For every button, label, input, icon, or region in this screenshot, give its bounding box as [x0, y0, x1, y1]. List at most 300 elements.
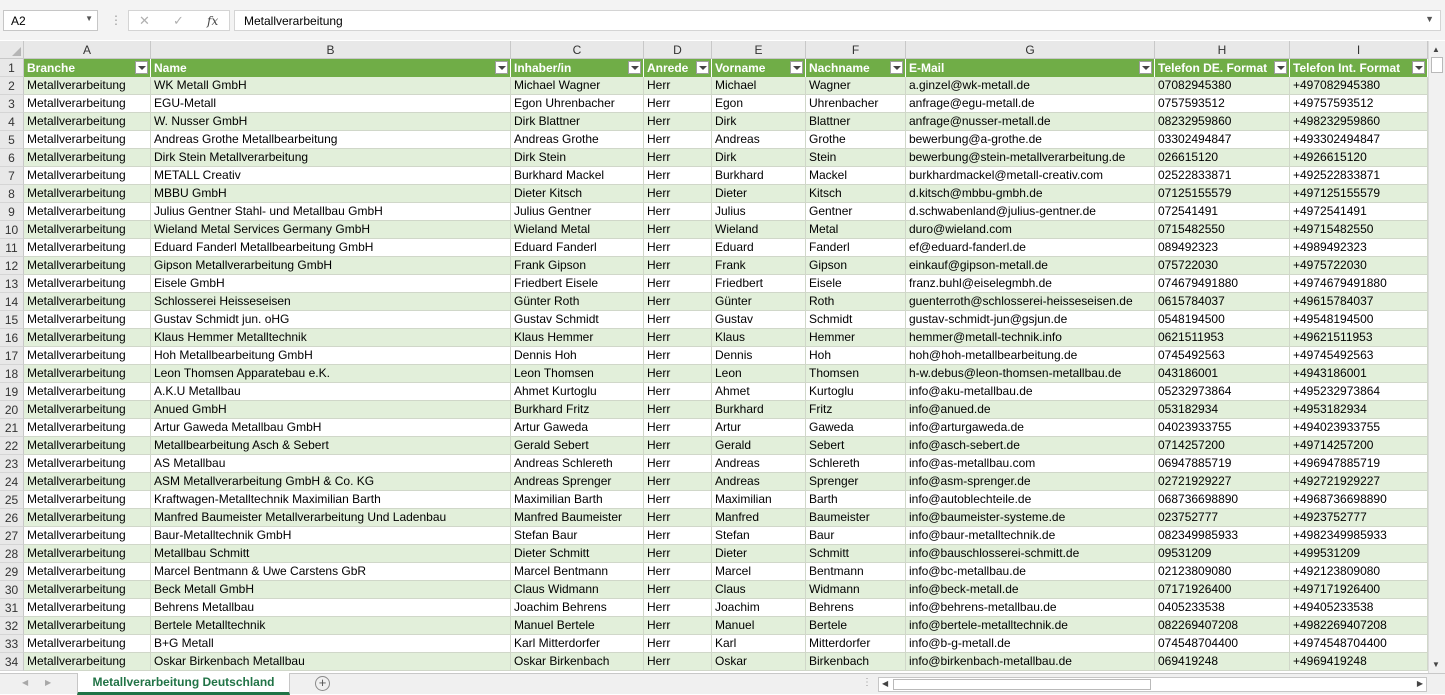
table-cell[interactable]: 07171926400: [1155, 581, 1290, 599]
table-cell[interactable]: +495232973864: [1290, 383, 1428, 401]
table-cell[interactable]: Herr: [644, 77, 712, 95]
table-cell[interactable]: Klaus Hemmer Metalltechnik: [151, 329, 511, 347]
table-cell[interactable]: 074679491880: [1155, 275, 1290, 293]
table-cell[interactable]: Marcel Bentmann: [511, 563, 644, 581]
table-cell[interactable]: info@as-metallbau.com: [906, 455, 1155, 473]
table-cell[interactable]: Metallverarbeitung: [24, 95, 151, 113]
table-cell[interactable]: +49757593512: [1290, 95, 1428, 113]
more-dots-icon[interactable]: ⋮: [862, 677, 873, 688]
table-cell[interactable]: +492721929227: [1290, 473, 1428, 491]
table-cell[interactable]: +493302494847: [1290, 131, 1428, 149]
table-cell[interactable]: Eduard: [712, 239, 806, 257]
table-cell[interactable]: Oskar: [712, 653, 806, 671]
table-cell[interactable]: Metallverarbeitung: [24, 131, 151, 149]
table-header-cell[interactable]: [24, 59, 151, 77]
table-cell[interactable]: Günter: [712, 293, 806, 311]
drag-handle-icon[interactable]: ⋮: [110, 13, 122, 27]
table-cell[interactable]: Dieter Schmitt: [511, 545, 644, 563]
table-cell[interactable]: +4989492323: [1290, 239, 1428, 257]
table-cell[interactable]: Manfred Baumeister: [511, 509, 644, 527]
table-cell[interactable]: EGU-Metall: [151, 95, 511, 113]
table-cell[interactable]: +4975722030: [1290, 257, 1428, 275]
arrow-left-icon[interactable]: ◀: [882, 679, 889, 688]
table-cell[interactable]: +49405233538: [1290, 599, 1428, 617]
table-cell[interactable]: Eisele GmbH: [151, 275, 511, 293]
column-header-i[interactable]: I: [1290, 41, 1428, 59]
table-cell[interactable]: Metallverarbeitung: [24, 437, 151, 455]
table-cell[interactable]: Andreas: [712, 455, 806, 473]
table-cell[interactable]: Ahmet: [712, 383, 806, 401]
table-cell[interactable]: 05232973864: [1155, 383, 1290, 401]
row-number[interactable]: 30: [0, 581, 24, 599]
row-number[interactable]: 4: [0, 113, 24, 131]
filter-dropdown-icon[interactable]: [696, 61, 709, 74]
table-cell[interactable]: Gustav: [712, 311, 806, 329]
table-cell[interactable]: Herr: [644, 275, 712, 293]
table-cell[interactable]: Herr: [644, 581, 712, 599]
table-cell[interactable]: Artur Gaweda: [511, 419, 644, 437]
table-header-cell[interactable]: [712, 59, 806, 77]
table-cell[interactable]: Barth: [806, 491, 906, 509]
table-cell[interactable]: Herr: [644, 491, 712, 509]
table-cell[interactable]: 07125155579: [1155, 185, 1290, 203]
row-number[interactable]: 13: [0, 275, 24, 293]
table-cell[interactable]: 02721929227: [1155, 473, 1290, 491]
row-number[interactable]: 12: [0, 257, 24, 275]
row-number[interactable]: 31: [0, 599, 24, 617]
table-cell[interactable]: W. Nusser GmbH: [151, 113, 511, 131]
table-cell[interactable]: franz.buhl@eiselegmbh.de: [906, 275, 1155, 293]
table-cell[interactable]: Gentner: [806, 203, 906, 221]
table-cell[interactable]: info@beck-metall.de: [906, 581, 1155, 599]
table-cell[interactable]: Kitsch: [806, 185, 906, 203]
table-cell[interactable]: Gerald Sebert: [511, 437, 644, 455]
table-cell[interactable]: Metallverarbeitung: [24, 581, 151, 599]
table-cell[interactable]: +4982269407208: [1290, 617, 1428, 635]
check-icon[interactable]: ✓: [173, 13, 184, 28]
filter-dropdown-icon[interactable]: [1139, 61, 1152, 74]
table-cell[interactable]: Behrens: [806, 599, 906, 617]
table-cell[interactable]: info@anued.de: [906, 401, 1155, 419]
table-cell[interactable]: 069419248: [1155, 653, 1290, 671]
row-number[interactable]: 20: [0, 401, 24, 419]
table-cell[interactable]: Schlereth: [806, 455, 906, 473]
table-cell[interactable]: Sebert: [806, 437, 906, 455]
table-cell[interactable]: gustav-schmidt-jun@gsjun.de: [906, 311, 1155, 329]
table-cell[interactable]: Sprenger: [806, 473, 906, 491]
chevron-down-icon[interactable]: ▼: [1425, 14, 1434, 24]
table-cell[interactable]: Joachim Behrens: [511, 599, 644, 617]
table-cell[interactable]: Metallverarbeitung: [24, 365, 151, 383]
column-header-a[interactable]: A: [24, 41, 151, 59]
table-cell[interactable]: Klaus: [712, 329, 806, 347]
table-cell[interactable]: Andreas Schlereth: [511, 455, 644, 473]
table-cell[interactable]: 0714257200: [1155, 437, 1290, 455]
table-cell[interactable]: Klaus Hemmer: [511, 329, 644, 347]
table-cell[interactable]: Bentmann: [806, 563, 906, 581]
table-cell[interactable]: Oskar Birkenbach Metallbau: [151, 653, 511, 671]
chevron-down-icon[interactable]: ▼: [85, 14, 93, 23]
column-header-g[interactable]: G: [906, 41, 1155, 59]
table-cell[interactable]: Herr: [644, 383, 712, 401]
table-cell[interactable]: Metallverarbeitung: [24, 113, 151, 131]
table-cell[interactable]: info@aku-metallbau.de: [906, 383, 1155, 401]
table-cell[interactable]: +492123809080: [1290, 563, 1428, 581]
table-cell[interactable]: einkauf@gipson-metall.de: [906, 257, 1155, 275]
table-cell[interactable]: h-w.debus@leon-thomsen-metallbau.de: [906, 365, 1155, 383]
table-cell[interactable]: Blattner: [806, 113, 906, 131]
table-cell[interactable]: +4968736698890: [1290, 491, 1428, 509]
hscroll-thumb[interactable]: [893, 679, 1151, 690]
table-cell[interactable]: +497082945380: [1290, 77, 1428, 95]
row-number[interactable]: 23: [0, 455, 24, 473]
table-cell[interactable]: Beck Metall GmbH: [151, 581, 511, 599]
table-cell[interactable]: 053182934: [1155, 401, 1290, 419]
table-cell[interactable]: 026615120: [1155, 149, 1290, 167]
table-cell[interactable]: 0548194500: [1155, 311, 1290, 329]
table-cell[interactable]: Schlosserei Heisseseisen: [151, 293, 511, 311]
table-cell[interactable]: Claus Widmann: [511, 581, 644, 599]
table-cell[interactable]: +49615784037: [1290, 293, 1428, 311]
table-cell[interactable]: Gerald: [712, 437, 806, 455]
table-cell[interactable]: Metallverarbeitung: [24, 203, 151, 221]
table-cell[interactable]: Metallverarbeitung: [24, 509, 151, 527]
row-number[interactable]: 16: [0, 329, 24, 347]
table-header-cell[interactable]: [511, 59, 644, 77]
table-cell[interactable]: Hoh Metallbearbeitung GmbH: [151, 347, 511, 365]
table-cell[interactable]: Leon Thomsen Apparatebau e.K.: [151, 365, 511, 383]
table-cell[interactable]: info@autoblechteile.de: [906, 491, 1155, 509]
arrow-down-icon[interactable]: ▼: [1432, 660, 1440, 669]
row-number[interactable]: 32: [0, 617, 24, 635]
table-cell[interactable]: +494023933755: [1290, 419, 1428, 437]
table-cell[interactable]: Metal: [806, 221, 906, 239]
table-cell[interactable]: Herr: [644, 419, 712, 437]
table-cell[interactable]: Gustav Schmidt jun. oHG: [151, 311, 511, 329]
row-number[interactable]: 5: [0, 131, 24, 149]
table-cell[interactable]: Egon Uhrenbacher: [511, 95, 644, 113]
table-cell[interactable]: Dirk Blattner: [511, 113, 644, 131]
table-header-cell[interactable]: [1290, 59, 1428, 77]
table-cell[interactable]: Oskar Birkenbach: [511, 653, 644, 671]
table-cell[interactable]: 072541491: [1155, 203, 1290, 221]
table-cell[interactable]: Burkhard Fritz: [511, 401, 644, 419]
table-cell[interactable]: Metallverarbeitung: [24, 149, 151, 167]
table-cell[interactable]: 074548704400: [1155, 635, 1290, 653]
table-cell[interactable]: Baur-Metalltechnik GmbH: [151, 527, 511, 545]
table-cell[interactable]: Herr: [644, 113, 712, 131]
column-header-b[interactable]: B: [151, 41, 511, 59]
column-header-d[interactable]: D: [644, 41, 712, 59]
row-number[interactable]: 21: [0, 419, 24, 437]
table-cell[interactable]: +498232959860: [1290, 113, 1428, 131]
table-cell[interactable]: Herr: [644, 617, 712, 635]
row-number[interactable]: 33: [0, 635, 24, 653]
table-cell[interactable]: info@birkenbach-metallbau.de: [906, 653, 1155, 671]
table-cell[interactable]: Herr: [644, 167, 712, 185]
table-cell[interactable]: ef@eduard-fanderl.de: [906, 239, 1155, 257]
table-cell[interactable]: Mackel: [806, 167, 906, 185]
table-cell[interactable]: Metallverarbeitung: [24, 257, 151, 275]
table-cell[interactable]: Fanderl: [806, 239, 906, 257]
table-header-cell[interactable]: [906, 59, 1155, 77]
table-cell[interactable]: Metallverarbeitung: [24, 599, 151, 617]
table-cell[interactable]: +4974679491880: [1290, 275, 1428, 293]
table-cell[interactable]: info@asch-sebert.de: [906, 437, 1155, 455]
table-cell[interactable]: Manuel: [712, 617, 806, 635]
table-cell[interactable]: Metallverarbeitung: [24, 347, 151, 365]
table-cell[interactable]: Burkhard: [712, 167, 806, 185]
table-cell[interactable]: Friedbert Eisele: [511, 275, 644, 293]
table-cell[interactable]: Artur: [712, 419, 806, 437]
table-cell[interactable]: 0621511953: [1155, 329, 1290, 347]
table-cell[interactable]: info@asm-sprenger.de: [906, 473, 1155, 491]
table-cell[interactable]: Schmidt: [806, 311, 906, 329]
table-cell[interactable]: Dirk: [712, 149, 806, 167]
table-cell[interactable]: Metallverarbeitung: [24, 221, 151, 239]
filter-dropdown-icon[interactable]: [135, 61, 148, 74]
table-cell[interactable]: ASM Metallverarbeitung GmbH & Co. KG: [151, 473, 511, 491]
table-cell[interactable]: 043186001: [1155, 365, 1290, 383]
table-cell[interactable]: +4974548704400: [1290, 635, 1428, 653]
table-header-cell[interactable]: [1155, 59, 1290, 77]
table-cell[interactable]: Andreas: [712, 131, 806, 149]
table-cell[interactable]: Dieter Kitsch: [511, 185, 644, 203]
row-number[interactable]: 17: [0, 347, 24, 365]
table-cell[interactable]: Wieland Metal: [511, 221, 644, 239]
table-cell[interactable]: Metallverarbeitung: [24, 185, 151, 203]
table-cell[interactable]: Frank Gipson: [511, 257, 644, 275]
table-cell[interactable]: Stefan Baur: [511, 527, 644, 545]
column-header-c[interactable]: C: [511, 41, 644, 59]
row-number[interactable]: 26: [0, 509, 24, 527]
table-cell[interactable]: Metallverarbeitung: [24, 545, 151, 563]
filter-dropdown-icon[interactable]: [628, 61, 641, 74]
table-header-cell[interactable]: [806, 59, 906, 77]
table-cell[interactable]: Karl: [712, 635, 806, 653]
table-cell[interactable]: Dennis Hoh: [511, 347, 644, 365]
table-cell[interactable]: Gipson Metallverarbeitung GmbH: [151, 257, 511, 275]
table-cell[interactable]: info@arturgaweda.de: [906, 419, 1155, 437]
table-cell[interactable]: +4972541491: [1290, 203, 1428, 221]
table-cell[interactable]: Leon Thomsen: [511, 365, 644, 383]
table-cell[interactable]: Kurtoglu: [806, 383, 906, 401]
row-number[interactable]: 29: [0, 563, 24, 581]
table-cell[interactable]: +497125155579: [1290, 185, 1428, 203]
table-cell[interactable]: Metallverarbeitung: [24, 455, 151, 473]
table-cell[interactable]: Herr: [644, 635, 712, 653]
table-cell[interactable]: Baur: [806, 527, 906, 545]
table-cell[interactable]: Metallverarbeitung: [24, 617, 151, 635]
table-cell[interactable]: Kraftwagen-Metalltechnik Maximilian Barth: [151, 491, 511, 509]
table-cell[interactable]: Fritz: [806, 401, 906, 419]
table-cell[interactable]: 04023933755: [1155, 419, 1290, 437]
table-cell[interactable]: Stefan: [712, 527, 806, 545]
table-cell[interactable]: Behrens Metallbau: [151, 599, 511, 617]
table-cell[interactable]: Schmitt: [806, 545, 906, 563]
table-cell[interactable]: Birkenbach: [806, 653, 906, 671]
table-cell[interactable]: Metallverarbeitung: [24, 635, 151, 653]
row-number[interactable]: 19: [0, 383, 24, 401]
table-cell[interactable]: Metallverarbeitung: [24, 77, 151, 95]
table-cell[interactable]: Herr: [644, 221, 712, 239]
row-number[interactable]: 1: [0, 59, 24, 77]
table-cell[interactable]: Claus: [712, 581, 806, 599]
table-cell[interactable]: 089492323: [1155, 239, 1290, 257]
table-cell[interactable]: Metallverarbeitung: [24, 491, 151, 509]
table-cell[interactable]: Herr: [644, 545, 712, 563]
column-header-e[interactable]: E: [712, 41, 806, 59]
table-cell[interactable]: Manfred Baumeister Metallverarbeitung Und Ladenbau: [151, 509, 511, 527]
table-cell[interactable]: B+G Metall: [151, 635, 511, 653]
table-cell[interactable]: Gustav Schmidt: [511, 311, 644, 329]
table-cell[interactable]: Herr: [644, 239, 712, 257]
table-cell[interactable]: 023752777: [1155, 509, 1290, 527]
row-number[interactable]: 24: [0, 473, 24, 491]
name-box[interactable]: [3, 10, 98, 31]
table-cell[interactable]: Bertele: [806, 617, 906, 635]
table-cell[interactable]: Herr: [644, 509, 712, 527]
table-cell[interactable]: Andreas Sprenger: [511, 473, 644, 491]
table-cell[interactable]: Metallbearbeitung Asch & Sebert: [151, 437, 511, 455]
table-cell[interactable]: 0405233538: [1155, 599, 1290, 617]
table-cell[interactable]: Herr: [644, 563, 712, 581]
table-cell[interactable]: Roth: [806, 293, 906, 311]
table-cell[interactable]: Herr: [644, 653, 712, 671]
table-cell[interactable]: Baumeister: [806, 509, 906, 527]
table-header-cell[interactable]: [151, 59, 511, 77]
table-cell[interactable]: info@behrens-metallbau.de: [906, 599, 1155, 617]
filter-dropdown-icon[interactable]: [1274, 61, 1287, 74]
table-cell[interactable]: Metallverarbeitung: [24, 653, 151, 671]
table-cell[interactable]: Joachim: [712, 599, 806, 617]
table-cell[interactable]: info@bertele-metalltechnik.de: [906, 617, 1155, 635]
table-cell[interactable]: Metallverarbeitung: [24, 401, 151, 419]
table-cell[interactable]: Herr: [644, 365, 712, 383]
table-cell[interactable]: Bertele Metalltechnik: [151, 617, 511, 635]
table-cell[interactable]: Marcel Bentmann & Uwe Carstens GbR: [151, 563, 511, 581]
table-cell[interactable]: Dirk: [712, 113, 806, 131]
table-cell[interactable]: Wieland: [712, 221, 806, 239]
vertical-scrollbar[interactable]: [1428, 41, 1445, 673]
table-cell[interactable]: Herr: [644, 95, 712, 113]
table-cell[interactable]: +4969419248: [1290, 653, 1428, 671]
table-cell[interactable]: Herr: [644, 293, 712, 311]
row-number[interactable]: 25: [0, 491, 24, 509]
table-cell[interactable]: Dieter: [712, 185, 806, 203]
table-cell[interactable]: Karl Mitterdorfer: [511, 635, 644, 653]
table-cell[interactable]: guenterroth@schlosserei-heisseseisen.de: [906, 293, 1155, 311]
table-cell[interactable]: Metallverarbeitung: [24, 167, 151, 185]
table-cell[interactable]: Wieland Metal Services Germany GmbH: [151, 221, 511, 239]
table-cell[interactable]: Andreas Grothe: [511, 131, 644, 149]
row-number[interactable]: 22: [0, 437, 24, 455]
table-cell[interactable]: info@b-g-metall.de: [906, 635, 1155, 653]
table-cell[interactable]: Gipson: [806, 257, 906, 275]
table-cell[interactable]: Herr: [644, 437, 712, 455]
table-cell[interactable]: Grothe: [806, 131, 906, 149]
row-number[interactable]: 8: [0, 185, 24, 203]
table-cell[interactable]: +4982349985933: [1290, 527, 1428, 545]
table-cell[interactable]: Metallverarbeitung: [24, 563, 151, 581]
row-number[interactable]: 28: [0, 545, 24, 563]
table-cell[interactable]: Herr: [644, 149, 712, 167]
table-cell[interactable]: Andreas Grothe Metallbearbeitung: [151, 131, 511, 149]
table-cell[interactable]: Julius Gentner: [511, 203, 644, 221]
table-cell[interactable]: Eisele: [806, 275, 906, 293]
table-cell[interactable]: +492522833871: [1290, 167, 1428, 185]
row-number[interactable]: 34: [0, 653, 24, 671]
table-cell[interactable]: 0715482550: [1155, 221, 1290, 239]
table-cell[interactable]: Egon: [712, 95, 806, 113]
table-cell[interactable]: Dirk Stein Metallverarbeitung: [151, 149, 511, 167]
table-cell[interactable]: hemmer@metall-technik.info: [906, 329, 1155, 347]
table-cell[interactable]: Herr: [644, 185, 712, 203]
table-cell[interactable]: Andreas: [712, 473, 806, 491]
row-number[interactable]: 15: [0, 311, 24, 329]
table-cell[interactable]: Dennis: [712, 347, 806, 365]
row-number[interactable]: 18: [0, 365, 24, 383]
table-cell[interactable]: 075722030: [1155, 257, 1290, 275]
table-cell[interactable]: Maximilian: [712, 491, 806, 509]
fx-icon[interactable]: fx: [207, 14, 219, 28]
row-number[interactable]: 11: [0, 239, 24, 257]
arrow-right-icon[interactable]: ▶: [1416, 679, 1423, 688]
table-cell[interactable]: METALL Creativ: [151, 167, 511, 185]
row-number[interactable]: 3: [0, 95, 24, 113]
plus-circle-icon[interactable]: +: [315, 676, 330, 691]
table-cell[interactable]: Wagner: [806, 77, 906, 95]
table-header-cell[interactable]: [644, 59, 712, 77]
table-cell[interactable]: 0615784037: [1155, 293, 1290, 311]
filter-dropdown-icon[interactable]: [495, 61, 508, 74]
table-cell[interactable]: Metallverarbeitung: [24, 419, 151, 437]
table-cell[interactable]: AS Metallbau: [151, 455, 511, 473]
table-cell[interactable]: 07082945380: [1155, 77, 1290, 95]
table-cell[interactable]: MBBU GmbH: [151, 185, 511, 203]
table-cell[interactable]: 02123809080: [1155, 563, 1290, 581]
table-cell[interactable]: hoh@hoh-metallbearbeitung.de: [906, 347, 1155, 365]
table-cell[interactable]: d.kitsch@mbbu-gmbh.de: [906, 185, 1155, 203]
table-cell[interactable]: Herr: [644, 455, 712, 473]
table-cell[interactable]: duro@wieland.com: [906, 221, 1155, 239]
table-cell[interactable]: A.K.U Metallbau: [151, 383, 511, 401]
table-cell[interactable]: Friedbert: [712, 275, 806, 293]
row-number[interactable]: 14: [0, 293, 24, 311]
table-cell[interactable]: Herr: [644, 473, 712, 491]
table-cell[interactable]: info@bc-metallbau.de: [906, 563, 1155, 581]
table-cell[interactable]: +49548194500: [1290, 311, 1428, 329]
formula-input[interactable]: [234, 10, 1441, 31]
table-cell[interactable]: Herr: [644, 599, 712, 617]
table-cell[interactable]: Marcel: [712, 563, 806, 581]
table-cell[interactable]: Uhrenbacher: [806, 95, 906, 113]
table-cell[interactable]: 09531209: [1155, 545, 1290, 563]
row-number[interactable]: 27: [0, 527, 24, 545]
arrow-right-icon[interactable]: ▶: [45, 678, 52, 687]
table-cell[interactable]: +4943186001: [1290, 365, 1428, 383]
table-cell[interactable]: info@baumeister-systeme.de: [906, 509, 1155, 527]
table-cell[interactable]: Burkhard: [712, 401, 806, 419]
table-cell[interactable]: Michael: [712, 77, 806, 95]
table-cell[interactable]: info@bauschlosserei-schmitt.de: [906, 545, 1155, 563]
table-cell[interactable]: Metallverarbeitung: [24, 383, 151, 401]
table-cell[interactable]: Michael Wagner: [511, 77, 644, 95]
table-cell[interactable]: +499531209: [1290, 545, 1428, 563]
table-cell[interactable]: Widmann: [806, 581, 906, 599]
table-cell[interactable]: Hemmer: [806, 329, 906, 347]
table-cell[interactable]: Metallbau Schmitt: [151, 545, 511, 563]
